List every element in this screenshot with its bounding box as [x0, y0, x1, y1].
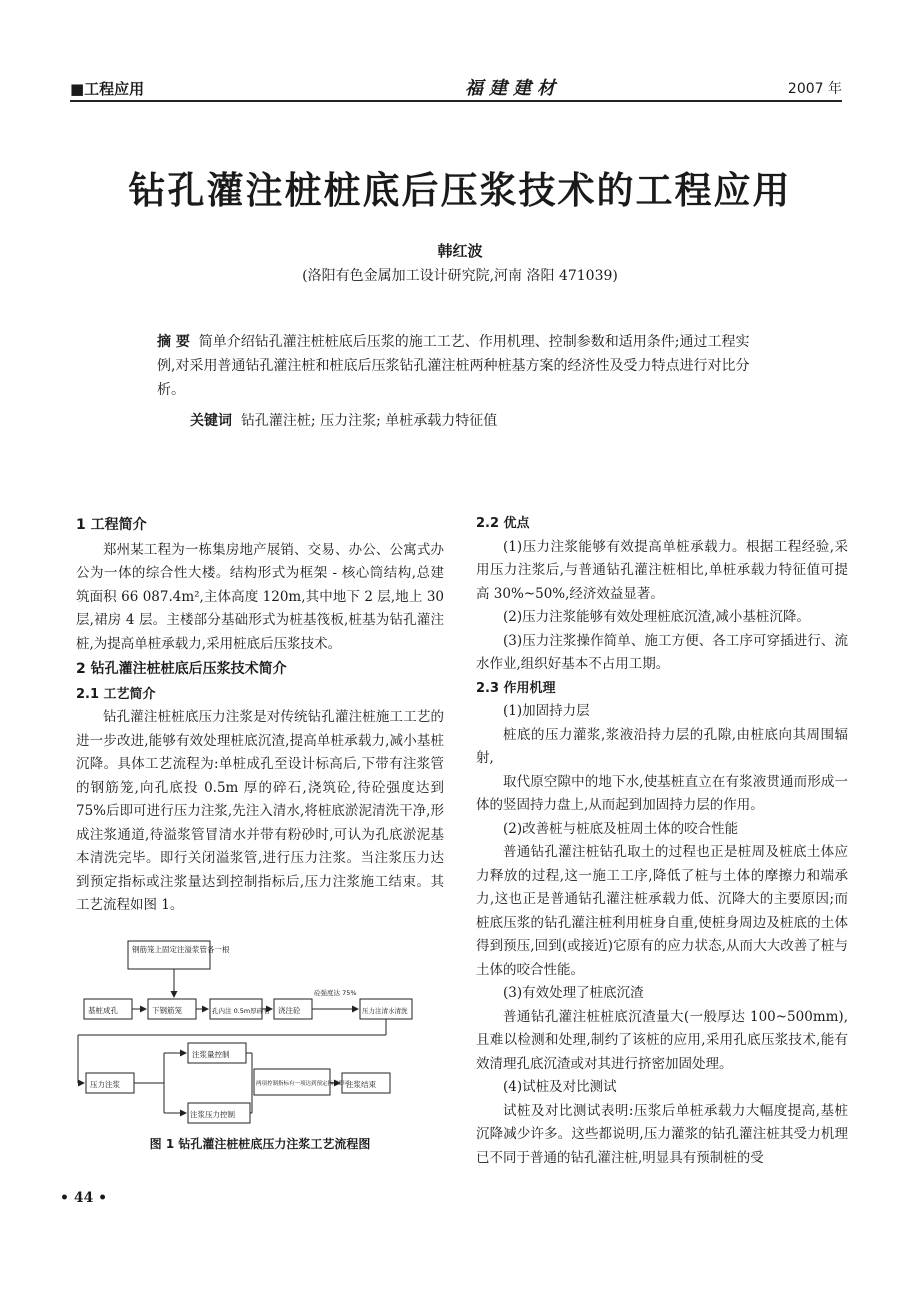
text-volume-control: 注浆量控制 [192, 1050, 230, 1059]
advantage-1: (1)压力注浆能够有效提高单桩承载力。根据工程经验,采用压力注浆后,与普通钻孔灌注桩相比,单桩承载力特征值可提高 30%~50%,经济效益显著。 [476, 538, 848, 602]
keywords-text: 钻孔灌注桩; 压力注浆; 单桩承载力特征值 [240, 413, 498, 429]
section-2-heading: 2 钻孔灌注桩桩底后压浆技术简介 [76, 661, 287, 677]
text-water-cleaning: 压力注清水清洗 [362, 1007, 408, 1015]
mechanism-1-title: (1)加固持力层 [503, 703, 590, 719]
mechanism-4-title: (4)试桩及对比测试 [503, 1079, 617, 1095]
abstract [157, 330, 767, 402]
journal-name: 福建建材 [465, 78, 561, 99]
text-lower-cage: 下钢筋笼 [152, 1006, 182, 1015]
advantage-2: (2)压力注浆能够有效处理桩底沉渣,减小基桩沉降。 [503, 609, 810, 625]
text-either-indicator: 两项控制指标有一项达到预定指标即可 [256, 1081, 350, 1087]
advantage-3: (3)压力注浆操作简单、施工方便、各工序可穿插进行、流水作业,组织好基本不占用工期。 [476, 632, 848, 672]
page-number: • 44 • [60, 1190, 108, 1206]
mechanism-2-text: 普通钻孔灌注桩钻孔取土的过程也正是桩周及桩底土体应力释放的过程,这一施工工序,降低了桩与土体的摩擦力和端承力,这也正是普通钻孔灌注桩承载力低、沉降大的主要原因;而桩底压浆的钻孔灌注桩利用桩身自重,使桩身周边及桩底的土体得到预压,回到(或接近)它原有的应力状态,从而大大改善了桩与土体的咬合性能。 [476, 844, 848, 978]
text-pressure-control: 注浆压力控制 [190, 1110, 235, 1119]
section-1-paragraph: 郑州某工程为一栋集房地产展销、交易、办公、公寓式办公为一体的综合性大楼。结构形式为框架 - 核心筒结构,总建筑面积 66 087.4m²,主体高度 120m,其中地下 2 层,地上 30 层,裙房 4 层。主楼部分基础形式为桩基筏板,桩基为钻孔灌注桩,为提高单桩承载力,采用桩底后压浆技术。 [76, 541, 444, 652]
keywords [190, 410, 770, 430]
section-2-1-heading: 2.1 工艺简介 [76, 686, 156, 702]
mechanism-3-text: 普通钻孔灌注桩桩底沉渣量大(一般厚达 100~500mm),且难以检测和处理,制约了该桩的应用,采用孔底压浆技术,能有效清理孔底沉渣或对其进行挤密加固处理。 [476, 1008, 848, 1072]
keywords-label: 关键词 [190, 413, 232, 429]
text-pressure-grouting: 压力注浆 [90, 1080, 120, 1089]
section-1-heading: 1 工程简介 [76, 517, 147, 533]
mechanism-3-title: (3)有效处理了桩底沉渣 [503, 985, 644, 1001]
text-gravel: 孔内注 0.5m厚碎石 [212, 1007, 270, 1015]
issue-year: 2007 年 [787, 81, 842, 97]
text-pour-concrete: 浇注砼 [278, 1006, 301, 1015]
right-column [476, 512, 848, 1170]
mechanism-2-title: (2)改善桩与桩底及桩周土体的咬合性能 [503, 820, 739, 837]
abstract-text: 简单介绍钻孔灌注桩桩底后压浆的施工工艺、作用机理、控制参数和适用条件;通过工程实例,对采用普通钻孔灌注桩和桩底后压浆钻孔灌注桩两种桩基方案的经济性及受力特点进行对比分析。 [157, 334, 750, 398]
figure-caption: 图 1 钻孔灌注桩桩底压力注浆工艺流程图 [149, 1137, 371, 1151]
author-name: 韩红波 [437, 242, 483, 260]
process-flow-figure [76, 935, 444, 1135]
section-2-1-paragraph: 钻孔灌注桩桩底压力注浆是对传统钻孔灌注桩施工工艺的进一步改进,能够有效处理桩底沉渣,提高单桩承载力,减小基桩沉降。具体工艺流程为:单桩成孔至设计标高后,下带有注浆管的钢筋笼,向孔底投 0.5m 厚的碎石,浇筑砼,待砼强度达到 75%后即可进行压力注浆,先注入清水,将桩底淤泥清洗干净,形成注浆通道,待溢浆管冒清水并带有粉砂时,可认为孔底淤泥基本清洗完毕。即行关闭溢浆管,进行压力注浆。当注浆压力达到预定指标或注浆量达到控制指标后,压力注浆施工结束。其工艺流程如图 1。 [76, 709, 444, 913]
text-strength-75: 砼强度达 75% [314, 989, 357, 997]
flowchart-svg [76, 935, 444, 1135]
section-2-3-heading: 2.3 作用机理 [476, 680, 556, 696]
mechanism-1-text-b: 取代原空隙中的地下水,使基桩直立在有浆液贯通而形成一体的竖固持力盘上,从而起到加固持力层的作用。 [476, 773, 848, 813]
text-grouting-end: 注浆结束 [346, 1080, 376, 1089]
mechanism-4-text: 试桩及对比测试表明:压浆后单桩承载力大幅度提高,基桩沉降减少许多。这些都说明,压力灌浆的钻孔灌注桩其受力机理已不同于普通的钻孔灌注桩,明显具有预制桩的受 [476, 1102, 848, 1166]
mechanism-1-text-a: 桩底的压力灌浆,浆液沿持力层的孔隙,由桩底向其周围辐射, [476, 726, 848, 766]
text-hole-drilling: 基桩成孔 [88, 1006, 118, 1015]
article-title: 钻孔灌注桩桩底后压浆技术的工程应用 [128, 169, 792, 212]
text-top-box-1: 钢筋笼上固定注溢浆管各一根 [132, 945, 230, 954]
page-header [70, 76, 842, 102]
abstract-label: 摘 要 [157, 334, 190, 350]
author-affiliation: (洛阳有色金属加工设计研究院,河南 洛阳 471039) [302, 268, 618, 284]
section-2-2-heading: 2.2 优点 [476, 516, 530, 531]
left-column [76, 512, 444, 918]
section-label: ■工程应用 [70, 80, 145, 98]
